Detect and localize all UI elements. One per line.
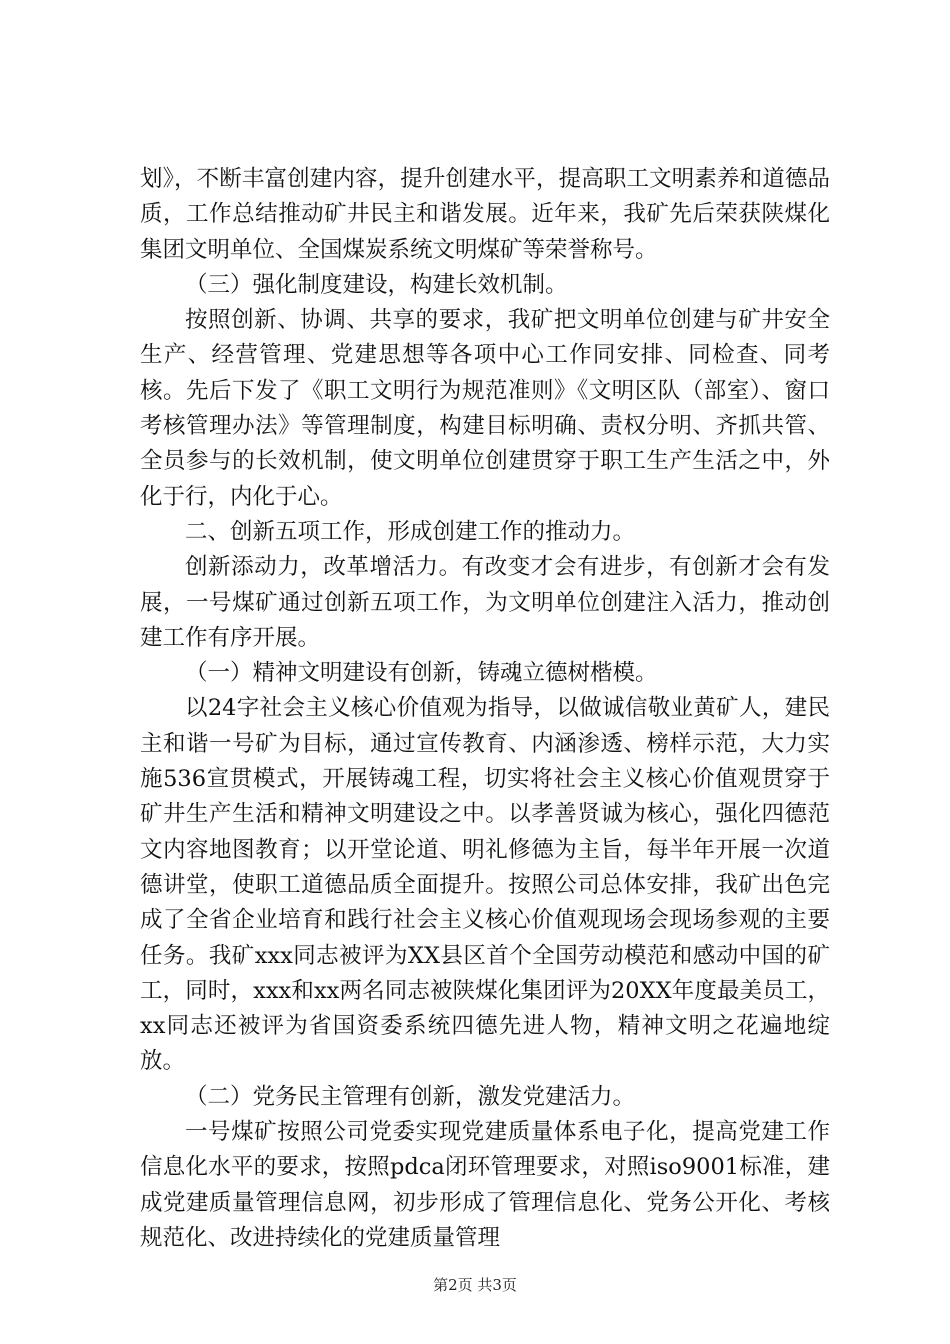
document-body xyxy=(140,162,830,1256)
section-heading-3: （三）强化制度建设，构建长效机制。 xyxy=(185,271,568,298)
section-heading-2-sub: （二）党务民主管理有创新，激发党建活力。 xyxy=(185,1083,636,1110)
paragraph-party-management: 一号煤矿按照公司党委实现党建质量体系电子化，提高党建工作信息化水平的要求，按照pdca闭环管理要求，对照iso9001标准，建成党建质量管理信息网，初步形成了管理信息化、党务公开化、考核规范化、改进持续化的党建质量管理 xyxy=(140,1119,830,1251)
paragraph-spiritual-civilization: 以24字社会主义核心价值观为指导，以做诚信敬业黄矿人，建民主和谐一号矿为目标，通过宣传教育、内涵渗透、榜样示范，大力实施536宣贯模式，开展铸魂工程，切实将社会主义核心价值观贯穿于矿井生产生活和精神文明建设之中。以孝善贤诚为核心，强化四德范文内容地图教育；以开堂论道、明礼修德为主旨，每半年开展一次道德讲堂，使职工道德品质全面提升。按照公司总体安排，我矿出色完成了全省企业培育和践行社会主义核心价值观现场会现场参观的主要任务。我矿xxx同志被评为XX县区首个全国劳动模范和感动中国的矿工，同时，xxx和xx两名同志被陕煤化集团评为20XX年度最美员工，xx同志还被评为省国资委系统四德先进人物，精神文明之花遍地绽放。 xyxy=(140,695,830,1075)
page-footer: 第2页 共3页 xyxy=(433,1276,517,1294)
section-heading-1-sub: （一）精神文明建设有创新，铸魂立德树楷模。 xyxy=(185,660,658,687)
paragraph-system-building: 按照创新、协调、共享的要求，我矿把文明单位创建与矿井安全生产、经营管理、党建思想等各项中心工作同安排、同检查、同考核。先后下发了《职工文明行为规范准则》《文明区队（部室）、窗口考核管理办法》等管理制度，构建目标明确、责权分明、齐抓共管、全员参与的长效机制，使文明单位创建贯穿于职工生产生活之中，外化于行，内化于心。 xyxy=(140,307,830,510)
paragraph-continuation: 划》，不断丰富创建内容，提升创建水平，提高职工文明素养和道德品质，工作总结推动矿井民主和谐发展。近年来，我矿先后荣获陕煤化集团文明单位、全国煤炭系统文明煤矿等荣誉称号。 xyxy=(140,166,830,263)
section-heading-2: 二、创新五项工作，形成创建工作的推动力。 xyxy=(185,518,636,545)
paragraph-innovation-intro: 创新添动力，改革增活力。有改变才会有进步，有创新才会有发展，一号煤矿通过创新五项工作，为文明单位创建注入活力，推动创建工作有序开展。 xyxy=(140,554,830,651)
